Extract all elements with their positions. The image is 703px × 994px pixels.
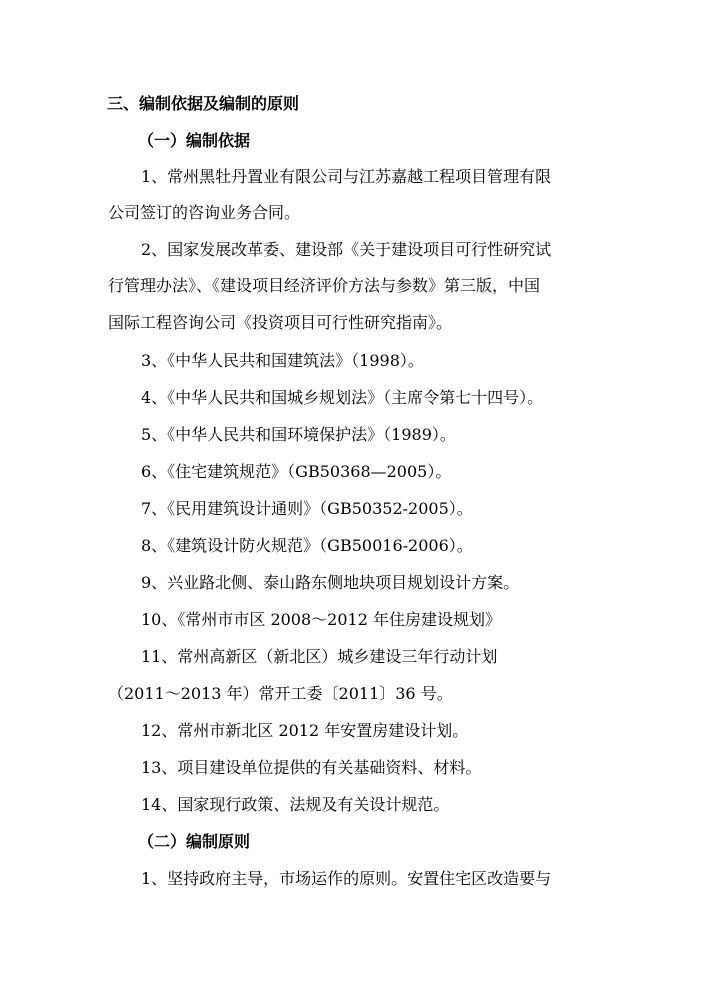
- text-line: 5、《中华人民共和国环境保护法》（1989）。: [141, 425, 456, 444]
- text-line: 4、《中华人民共和国城乡规划法》（主席令第七十四号）。: [141, 388, 544, 407]
- text-line: 12、常州市新北区 2012 年安置房建设计划。: [141, 721, 469, 740]
- text-line: 1、常州黑牡丹置业有限公司与江苏嘉越工程项目管理有限: [141, 167, 552, 186]
- text-line: 行管理办法》、《建设项目经济评价方法与参数》第三版，中国: [108, 276, 541, 295]
- text-line: 14、国家现行政策、法规及有关设计规范。: [141, 795, 450, 814]
- text-line: 3、《中华人民共和国建筑法》（1998）。: [141, 351, 424, 370]
- text-line: 公司签订的咨询业务合同。: [108, 203, 301, 222]
- text-line: 1、坚持政府主导，市场运作的原则。安置住宅区改造要与: [141, 869, 552, 888]
- text-line: 7、《民用建筑设计通则》（GB50352-2005）。: [141, 499, 473, 518]
- section-heading: 三、编制依据及编制的原则: [107, 94, 300, 113]
- text-line: 10、《常州市市区 2008～2012 年住房建设规划》: [141, 610, 501, 629]
- text-line: 13、项目建设单位提供的有关基础资料、材料。: [141, 758, 482, 777]
- subheading-principles: （二）编制原则: [138, 832, 251, 851]
- text-line: 8、《建筑设计防火规范》（GB50016-2006）。: [141, 536, 473, 555]
- text-line: 6、《住宅建筑规范》（GB50368—2005）。: [141, 462, 452, 481]
- text-line: （2011～2013 年）常开工委〔2011〕36 号。: [108, 684, 453, 703]
- text-line: 9、兴业路北侧、泰山路东侧地块项目规划设计方案。: [141, 573, 520, 592]
- text-line: 国际工程咨询公司《投资项目可行性研究指南》。: [108, 313, 453, 332]
- text-line: 2、国家发展改革委、建设部《关于建设项目可行性研究试: [141, 240, 552, 259]
- text-line: 11、常州高新区（新北区）城乡建设三年行动计划: [141, 647, 498, 666]
- subheading-basis: （一）编制依据: [138, 131, 251, 150]
